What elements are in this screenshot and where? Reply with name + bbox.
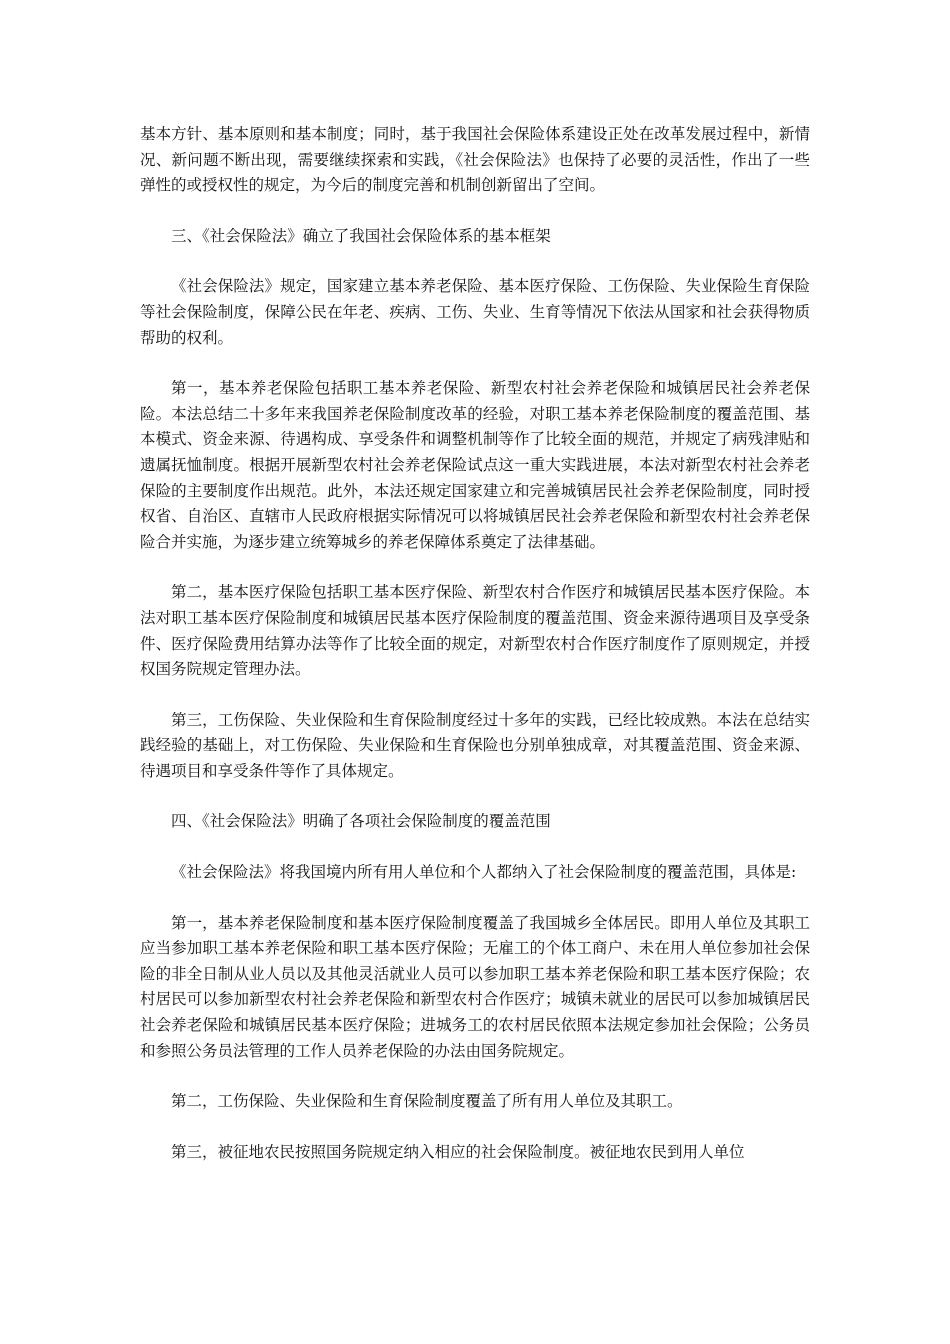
paragraph-medical: 第二，基本医疗保险包括职工基本医疗保险、新型农村合作医疗和城镇居民基本医疗保险。本法对职工基本医疗保险制度和城镇居民基本医疗保险制度的覆盖范围、资金来源待遇项目及享受条件、医疗保险费用结算办法等作了比较全面的规定，对新型农村合作医疗制度作了原则规定，并授权国务院规定管理办法。 (140, 583, 810, 679)
paragraph-continuation: 基本方针、基本原则和基本制度；同时，基于我国社会保险体系建设正处在改革发展过程中，新情况、新问题不断出现，需要继续探索和实践，《社会保险法》也保持了必要的灵活性，作出了一些弹性的或授权性的规定，为今后的制度完善和机制创新留出了空间。 (140, 125, 810, 195)
paragraph-coverage-third: 第三，被征地农民按照国务院规定纳入相应的社会保险制度。被征地农民到用人单位 (171, 1142, 745, 1161)
section-heading-four: 四、《社会保险法》明确了各项社会保险制度的覆盖范围 (171, 812, 551, 831)
paragraph-coverage-second: 第二，工伤保险、失业保险和生育保险制度覆盖了所有用人单位及其职工。 (171, 1092, 683, 1111)
paragraph-framework: 《社会保险法》规定，国家建立基本养老保险、基本医疗保险、工伤保险、失业保险生育保险等社会保险制度，保障公民在年老、疾病、工伤、失业、生育等情况下依法从国家和社会获得物质帮助的权利。 (140, 277, 810, 347)
section-heading-three: 三、《社会保险法》确立了我国社会保险体系的基本框架 (171, 226, 551, 245)
paragraph-coverage-intro: 《社会保险法》将我国境内所有用人单位和个人都纳入了社会保险制度的覆盖范围，具体是: (171, 863, 797, 882)
paragraph-pension: 第一，基本养老保险包括职工基本养老保险、新型农村社会养老保险和城镇居民社会养老保险。本法总结二十多年来我国养老保险制度改革的经验，对职工基本养老保险制度的覆盖范围、基本模式、资金来源、待遇构成、享受条件和调整机制等作了比较全面的规范，并规定了病残津贴和遗属抚恤制度。根据开展新型农村社会养老保险试点这一重大实践进展，本法对新型农村社会养老保险的主要制度作出规范。此外，本法还规定国家建立和完善城镇居民社会养老保险制度，同时授权省、自治区、直辖市人民政府根据实际情况可以将城镇居民社会养老保险和新型农村社会养老保险合并实施，为逐步建立统筹城乡的养老保障体系奠定了法律基础。 (140, 379, 810, 551)
paragraph-work-injury: 第三，工伤保险、失业保险和生育保险制度经过十多年的实践，已经比较成熟。本法在总结实践经验的基础上，对工伤保险、失业保险和生育保险也分别单独成章，对其覆盖范围、资金来源、待遇项目和享受条件等作了具体规定。 (140, 710, 810, 780)
document-body (140, 122, 810, 1165)
paragraph-coverage-first: 第一，基本养老保险制度和基本医疗保险制度覆盖了我国城乡全体居民。即用人单位及其职工应当参加职工基本养老保险和职工基本医疗保险；无雇工的个体工商户、未在用人单位参加社会保险的非全日制从业人员以及其他灵活就业人员可以参加职工基本养老保险和职工基本医疗保险；农村居民可以参加新型农村社会养老保险和新型农村合作医疗；城镇未就业的居民可以参加城镇居民社会养老保险和城镇居民基本医疗保险；进城务工的农村居民依照本法规定参加社会保险；公务员和参照公务员法管理的工作人员养老保险的办法由国务院规定。 (140, 913, 810, 1060)
